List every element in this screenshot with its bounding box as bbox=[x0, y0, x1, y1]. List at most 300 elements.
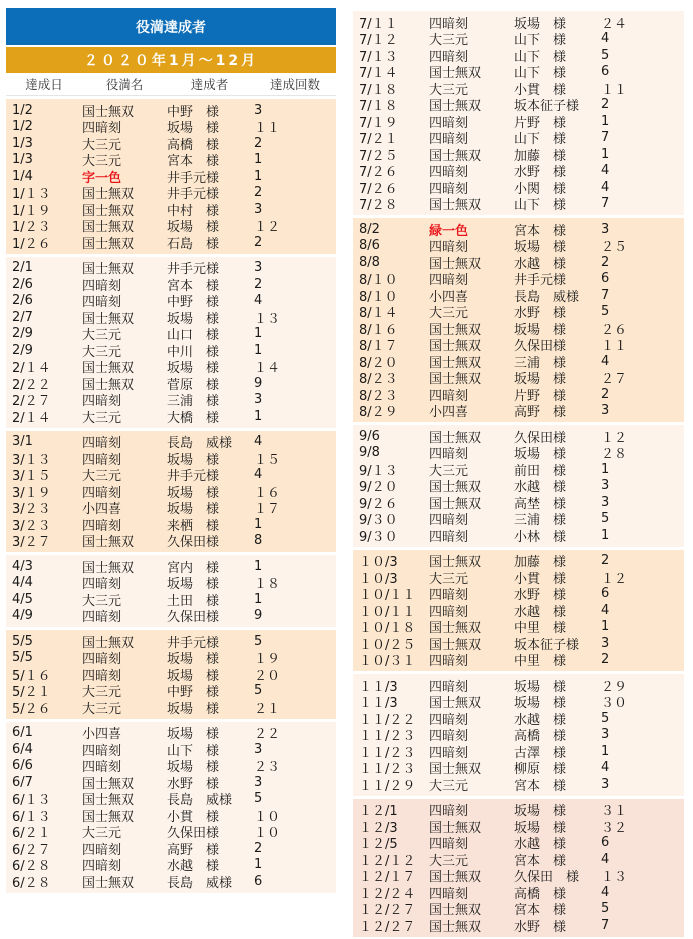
entry-yaku: 国士無双 bbox=[82, 560, 135, 576]
entry-player: 山下 様 bbox=[514, 49, 567, 65]
entry-date: 5/２１ bbox=[12, 685, 51, 701]
table-row bbox=[6, 309, 336, 326]
entry-count: 3 bbox=[254, 774, 263, 790]
right-table-body bbox=[353, 11, 684, 937]
entry-date: 7/２６ bbox=[359, 165, 398, 181]
table-row bbox=[6, 152, 336, 169]
entry-count: １７ bbox=[254, 502, 281, 518]
entry-count: 2 bbox=[254, 276, 263, 292]
entry-yaku: 四暗刻 bbox=[429, 679, 469, 695]
table-row bbox=[353, 320, 684, 337]
entry-player: 坂場 様 bbox=[514, 696, 567, 712]
entry-count: 1 bbox=[601, 527, 610, 543]
entry-player: 坂場 様 bbox=[167, 361, 220, 377]
entry-date: 7/２５ bbox=[359, 148, 398, 164]
entry-date: １１/3 bbox=[359, 679, 398, 695]
table-row bbox=[353, 710, 684, 727]
table-row bbox=[353, 254, 684, 271]
entry-date: 1/3 bbox=[12, 135, 33, 151]
entry-count: 5 bbox=[601, 901, 610, 917]
entry-player: 片野 様 bbox=[514, 388, 567, 404]
table-row bbox=[353, 353, 684, 370]
entry-player: 水野 様 bbox=[514, 588, 567, 604]
entry-count: 2 bbox=[254, 234, 263, 250]
entry-date: １２/5 bbox=[359, 837, 398, 853]
entry-player: 前田 様 bbox=[514, 463, 567, 479]
header-yaku: 役満名 bbox=[105, 77, 144, 92]
entry-player: 水越 様 bbox=[514, 837, 567, 853]
entry-yaku: 国士無双 bbox=[82, 203, 135, 219]
entry-date: 2/１４ bbox=[12, 410, 51, 426]
table-row bbox=[353, 868, 684, 885]
entry-yaku: 国士無双 bbox=[82, 220, 135, 236]
entry-yaku: 国士無双 bbox=[429, 621, 482, 637]
table-row bbox=[353, 511, 684, 528]
entry-yaku: 四暗刻 bbox=[82, 652, 122, 668]
table-row bbox=[353, 179, 684, 196]
entry-player: 宮本 様 bbox=[514, 903, 567, 919]
table-row bbox=[353, 851, 684, 868]
entry-count: 1 bbox=[254, 516, 263, 532]
entry-date: １１/２９ bbox=[359, 778, 416, 794]
entry-count: 7 bbox=[601, 196, 610, 212]
entry-yaku: 大三元 bbox=[82, 344, 122, 360]
table-row bbox=[353, 884, 684, 901]
month-block bbox=[6, 555, 336, 627]
table-row bbox=[6, 359, 336, 376]
entry-date: 5/１６ bbox=[12, 668, 51, 684]
entry-count: 3 bbox=[601, 635, 610, 651]
table-row bbox=[6, 516, 336, 533]
table-row bbox=[6, 741, 336, 758]
month-block bbox=[6, 630, 336, 719]
entry-player: 小関 様 bbox=[514, 181, 567, 197]
entry-count: 3 bbox=[254, 102, 263, 118]
entry-yaku: 四暗刻 bbox=[82, 121, 122, 137]
entry-date: 9/１３ bbox=[359, 463, 398, 479]
entry-yaku: 大三元 bbox=[82, 410, 122, 426]
entry-date: 2/6 bbox=[12, 293, 33, 309]
entry-player: 坂場 様 bbox=[167, 452, 220, 468]
entry-date: 8/１６ bbox=[359, 322, 398, 338]
table-row bbox=[353, 569, 684, 586]
entry-count: 1 bbox=[254, 326, 263, 342]
entry-yaku: 四暗刻 bbox=[429, 16, 469, 32]
entry-date: １０/３１ bbox=[359, 654, 416, 670]
table-row bbox=[353, 428, 684, 445]
entry-yaku: 四暗刻 bbox=[429, 388, 469, 404]
month-block bbox=[353, 11, 684, 215]
entry-player: 中野 様 bbox=[167, 104, 220, 120]
entry-yaku: 国士無双 bbox=[82, 187, 135, 203]
entry-count: 2 bbox=[601, 254, 610, 270]
entry-player: 小貫 様 bbox=[514, 82, 567, 98]
entry-yaku: 四暗刻 bbox=[429, 240, 469, 256]
page-title: 役満達成者 bbox=[6, 8, 336, 45]
entry-yaku: 大三元 bbox=[82, 137, 122, 153]
entry-count: 3 bbox=[601, 221, 610, 237]
entry-player: 高野 様 bbox=[167, 842, 220, 858]
entry-yaku: 国士無双 bbox=[429, 339, 482, 355]
table-row bbox=[353, 760, 684, 777]
entry-player: 坂場 様 bbox=[514, 240, 567, 256]
entry-player: 宮本 様 bbox=[167, 278, 220, 294]
entry-count: 4 bbox=[254, 434, 263, 450]
entry-player: 坂場 様 bbox=[167, 311, 220, 327]
month-block bbox=[353, 218, 684, 422]
table-row bbox=[6, 791, 336, 808]
entry-date: 3/１９ bbox=[12, 485, 51, 501]
entry-date: 2/1 bbox=[12, 260, 33, 276]
month-block bbox=[6, 431, 336, 553]
entry-count: 5 bbox=[254, 683, 263, 699]
entry-yaku: 大三元 bbox=[82, 685, 122, 701]
entry-count: 7 bbox=[601, 917, 610, 933]
entry-player: 長島 威様 bbox=[167, 875, 233, 891]
table-row bbox=[353, 445, 684, 462]
entry-yaku: 大三元 bbox=[429, 853, 469, 869]
table-row bbox=[353, 370, 684, 387]
entry-player: 水野 様 bbox=[167, 776, 220, 792]
entry-player: 水野 様 bbox=[514, 306, 567, 322]
entry-count: 1 bbox=[254, 168, 263, 184]
table-row bbox=[353, 553, 684, 570]
table-row bbox=[353, 304, 684, 321]
table-row bbox=[353, 835, 684, 852]
entry-player: 加藤 様 bbox=[514, 148, 567, 164]
entry-yaku: 大三元 bbox=[82, 826, 122, 842]
entry-yaku: 大三元 bbox=[82, 154, 122, 170]
entry-yaku: 四暗刻 bbox=[429, 588, 469, 604]
entry-count: 1 bbox=[254, 857, 263, 873]
table-row bbox=[6, 185, 336, 202]
entry-count: 5 bbox=[601, 511, 610, 527]
entry-date: １０/２５ bbox=[359, 637, 416, 653]
entry-count: 2 bbox=[254, 840, 263, 856]
entry-yaku: 国士無双 bbox=[429, 372, 482, 388]
period-banner: ２０２０年1月～12月 bbox=[6, 47, 336, 73]
entry-date: 7/１４ bbox=[359, 66, 398, 82]
table-row bbox=[6, 168, 336, 185]
entry-player: 高橋 様 bbox=[167, 137, 220, 153]
entry-date: 8/１０ bbox=[359, 289, 398, 305]
table-row bbox=[353, 818, 684, 835]
entry-player: 小貫 様 bbox=[167, 809, 220, 825]
table-row bbox=[6, 824, 336, 841]
table-row bbox=[6, 725, 336, 742]
table-row bbox=[353, 917, 684, 934]
entry-date: 7/１８ bbox=[359, 82, 398, 98]
entry-player: 井手元様 bbox=[167, 469, 220, 485]
entry-date: 9/8 bbox=[359, 445, 380, 461]
entry-player: 坂場 様 bbox=[167, 577, 220, 593]
header-player: 達成者 bbox=[190, 77, 229, 92]
left-column bbox=[6, 8, 336, 893]
entry-date: 6/２１ bbox=[12, 826, 51, 842]
entry-date: 3/２３ bbox=[12, 518, 51, 534]
entry-count: 2 bbox=[601, 386, 610, 402]
entry-count: 3 bbox=[601, 494, 610, 510]
entry-count: ２５ bbox=[601, 240, 628, 256]
entry-date: 7/２１ bbox=[359, 132, 398, 148]
entry-date: 6/1 bbox=[12, 725, 33, 741]
entry-count: ３２ bbox=[601, 820, 628, 836]
entry-count: ２９ bbox=[601, 679, 628, 695]
entry-date: 2/１４ bbox=[12, 361, 51, 377]
entry-date: １２/２７ bbox=[359, 919, 416, 935]
entry-yaku: 四暗刻 bbox=[82, 577, 122, 593]
entry-yaku: 四暗刻 bbox=[429, 837, 469, 853]
entry-yaku: 国士無双 bbox=[82, 793, 135, 809]
entry-player: 坂場 様 bbox=[514, 372, 567, 388]
entry-player: 坂場 様 bbox=[167, 727, 220, 743]
entry-player: 片野 様 bbox=[514, 115, 567, 131]
entry-yaku: 四暗刻 bbox=[82, 436, 122, 452]
entry-date: 3/１３ bbox=[12, 452, 51, 468]
entry-player: 坂場 様 bbox=[167, 668, 220, 684]
entry-player: 坂場 様 bbox=[167, 760, 220, 776]
entry-date: 8/２３ bbox=[359, 372, 398, 388]
table-row bbox=[6, 666, 336, 683]
entry-date: 8/6 bbox=[359, 238, 380, 254]
entry-date: 1/2 bbox=[12, 119, 33, 135]
entry-player: 来栖 様 bbox=[167, 518, 220, 534]
entry-date: 6/２８ bbox=[12, 859, 51, 875]
entry-count: 3 bbox=[601, 727, 610, 743]
entry-yaku: 四暗刻 bbox=[429, 804, 469, 820]
table-row bbox=[6, 434, 336, 451]
entry-date: １１/２３ bbox=[359, 729, 416, 745]
entry-player: 山下 様 bbox=[514, 33, 567, 49]
entry-date: １０/3 bbox=[359, 571, 398, 587]
entry-yaku: 大三元 bbox=[429, 778, 469, 794]
entry-player: 坂場 様 bbox=[167, 502, 220, 518]
table-row bbox=[353, 80, 684, 97]
entry-yaku: 国士無双 bbox=[429, 820, 482, 836]
table-row bbox=[6, 873, 336, 890]
table-row bbox=[6, 683, 336, 700]
entry-count: 1 bbox=[254, 408, 263, 424]
entry-count: １０ bbox=[254, 826, 281, 842]
table-row bbox=[6, 483, 336, 500]
table-row bbox=[353, 478, 684, 495]
entry-date: 8/２０ bbox=[359, 355, 398, 371]
entry-player: 坂場 様 bbox=[514, 679, 567, 695]
entry-yaku: 四暗刻 bbox=[429, 181, 469, 197]
entry-date: 8/２９ bbox=[359, 405, 398, 421]
entry-yaku: 四暗刻 bbox=[82, 278, 122, 294]
table-row bbox=[6, 276, 336, 293]
entry-date: 6/１３ bbox=[12, 809, 51, 825]
entry-count: １５ bbox=[254, 452, 281, 468]
entry-yaku: 四暗刻 bbox=[82, 668, 122, 684]
entry-date: 6/4 bbox=[12, 741, 33, 757]
table-row bbox=[353, 287, 684, 304]
entry-date: １０/１１ bbox=[359, 588, 416, 604]
entry-yaku: 国士無双 bbox=[429, 870, 482, 886]
entry-player: 坂場 様 bbox=[514, 820, 567, 836]
entry-count: 4 bbox=[601, 760, 610, 776]
header-date: 達成日 bbox=[25, 77, 63, 92]
entry-count: １２ bbox=[601, 430, 628, 446]
table-row bbox=[353, 743, 684, 760]
entry-player: 柳原 様 bbox=[514, 762, 567, 778]
entry-count: 1 bbox=[601, 146, 610, 162]
table-row bbox=[353, 163, 684, 180]
entry-player: 井手元様 bbox=[167, 187, 220, 203]
entry-yaku: 大三元 bbox=[82, 469, 122, 485]
table-row bbox=[6, 807, 336, 824]
entry-date: １０/１８ bbox=[359, 621, 416, 637]
table-row bbox=[6, 375, 336, 392]
entry-count: 1 bbox=[254, 152, 263, 168]
entry-yaku: 国士無双 bbox=[429, 256, 482, 272]
entry-count: ３０ bbox=[601, 696, 628, 712]
entry-date: 2/7 bbox=[12, 309, 33, 325]
entry-yaku: 四暗刻 bbox=[429, 513, 469, 529]
entry-player: 石島 様 bbox=[167, 236, 220, 252]
entry-date: 7/１３ bbox=[359, 49, 398, 65]
entry-yaku: 国士無双 bbox=[429, 355, 482, 371]
entry-date: 6/6 bbox=[12, 758, 33, 774]
table-row bbox=[6, 774, 336, 791]
entry-yaku: 四暗刻 bbox=[82, 485, 122, 501]
entry-player: 久保田様 bbox=[167, 535, 220, 551]
entry-yaku: 国士無双 bbox=[429, 637, 482, 653]
entry-player: 長島 威様 bbox=[514, 289, 580, 305]
entry-yaku: 四暗刻 bbox=[429, 447, 469, 463]
month-block bbox=[6, 99, 336, 254]
entry-player: 坂本征子様 bbox=[514, 99, 580, 115]
table-row bbox=[353, 635, 684, 652]
entry-count: １６ bbox=[254, 485, 281, 501]
entry-date: 1/3 bbox=[12, 152, 33, 168]
table-row bbox=[353, 403, 684, 420]
entry-date: 2/6 bbox=[12, 276, 33, 292]
entry-date: 6/１３ bbox=[12, 793, 51, 809]
entry-player: 水越 様 bbox=[514, 480, 567, 496]
entry-yaku: 国士無双 bbox=[429, 430, 482, 446]
entry-date: 9/２０ bbox=[359, 480, 398, 496]
entry-count: 1 bbox=[601, 461, 610, 477]
entry-yaku: 国士無双 bbox=[429, 480, 482, 496]
entry-count: 4 bbox=[254, 467, 263, 483]
table-row bbox=[353, 97, 684, 114]
entry-date: １１/3 bbox=[359, 696, 398, 712]
entry-date: 6/２８ bbox=[12, 875, 51, 891]
month-block bbox=[353, 550, 684, 672]
entry-player: 三浦 様 bbox=[514, 355, 567, 371]
entry-yaku: 四暗刻 bbox=[82, 610, 122, 626]
entry-count: ２０ bbox=[254, 668, 281, 684]
entry-yaku: 大三元 bbox=[429, 33, 469, 49]
table-row bbox=[353, 386, 684, 403]
entry-count: 5 bbox=[601, 47, 610, 63]
table-row bbox=[353, 130, 684, 147]
entry-count: 4 bbox=[601, 163, 610, 179]
entry-player: 中里 様 bbox=[514, 621, 567, 637]
entry-yaku: 四暗刻 bbox=[429, 273, 469, 289]
entry-date: １２/1 bbox=[359, 804, 398, 820]
entry-count: 4 bbox=[601, 353, 610, 369]
entry-count: 6 bbox=[601, 835, 610, 851]
entry-count: 2 bbox=[601, 553, 610, 569]
left-table-body bbox=[6, 99, 336, 893]
entry-count: 1 bbox=[254, 342, 263, 358]
entry-yaku: 四暗刻 bbox=[429, 115, 469, 131]
entry-player: 高野 様 bbox=[514, 405, 567, 421]
entry-player: 久保田様 bbox=[167, 826, 220, 842]
table-row bbox=[353, 113, 684, 130]
entry-date: 1/１３ bbox=[12, 187, 51, 203]
entry-yaku: 大三元 bbox=[429, 463, 469, 479]
entry-yaku: 国士無双 bbox=[82, 236, 135, 252]
entry-yaku: 四暗刻 bbox=[429, 165, 469, 181]
entry-player: 高橋 様 bbox=[514, 886, 567, 902]
table-row bbox=[6, 119, 336, 136]
entry-date: 2/２７ bbox=[12, 394, 51, 410]
entry-player: 大橋 様 bbox=[167, 410, 220, 426]
entry-player: 久保田様 bbox=[514, 430, 567, 446]
entry-count: 6 bbox=[254, 873, 263, 889]
table-row bbox=[6, 201, 336, 218]
entry-player: 水野 様 bbox=[514, 919, 567, 935]
entry-player: 長島 威様 bbox=[167, 793, 233, 809]
entry-date: １０/3 bbox=[359, 555, 398, 571]
entry-date: 5/5 bbox=[12, 633, 33, 649]
entry-count: １１ bbox=[601, 82, 628, 98]
entry-yaku: 国士無双 bbox=[82, 776, 135, 792]
entry-yaku: 国士無双 bbox=[429, 148, 482, 164]
entry-yaku: 国士無双 bbox=[82, 809, 135, 825]
entry-count: １３ bbox=[254, 311, 281, 327]
entry-date: 4/3 bbox=[12, 558, 33, 574]
table-row bbox=[353, 619, 684, 636]
entry-date: 7/１９ bbox=[359, 115, 398, 131]
entry-count: 2 bbox=[601, 97, 610, 113]
entry-player: 井手元様 bbox=[167, 170, 220, 186]
table-row bbox=[6, 234, 336, 251]
table-row bbox=[6, 218, 336, 235]
entry-player: 坂場 様 bbox=[167, 485, 220, 501]
entry-count: 5 bbox=[601, 710, 610, 726]
entry-count: 4 bbox=[601, 179, 610, 195]
entry-yaku: 四暗刻 bbox=[82, 859, 122, 875]
entry-date: 9/３０ bbox=[359, 513, 398, 529]
table-row bbox=[6, 467, 336, 484]
entry-date: 2/9 bbox=[12, 326, 33, 342]
entry-count: 7 bbox=[601, 130, 610, 146]
entry-player: 三浦 様 bbox=[167, 394, 220, 410]
entry-player: 加藤 様 bbox=[514, 555, 567, 571]
entry-count: ３１ bbox=[601, 804, 628, 820]
entry-player: 長島 威様 bbox=[167, 436, 233, 452]
table-row bbox=[353, 677, 684, 694]
entry-date: １２/１２ bbox=[359, 853, 416, 869]
entry-date: 4/4 bbox=[12, 575, 33, 591]
entry-player: 小貫 様 bbox=[514, 571, 567, 587]
table-row bbox=[353, 47, 684, 64]
entry-date: 9/３０ bbox=[359, 529, 398, 545]
entry-player: 中野 様 bbox=[167, 685, 220, 701]
entry-yaku: 小四喜 bbox=[429, 289, 469, 305]
entry-player: 井手元様 bbox=[167, 262, 220, 278]
table-row bbox=[6, 650, 336, 667]
entry-yaku: 国士無双 bbox=[82, 361, 135, 377]
entry-yaku: 大三元 bbox=[429, 82, 469, 98]
entry-player: 久保田様 bbox=[514, 339, 567, 355]
entry-player: 坂場 様 bbox=[514, 804, 567, 820]
